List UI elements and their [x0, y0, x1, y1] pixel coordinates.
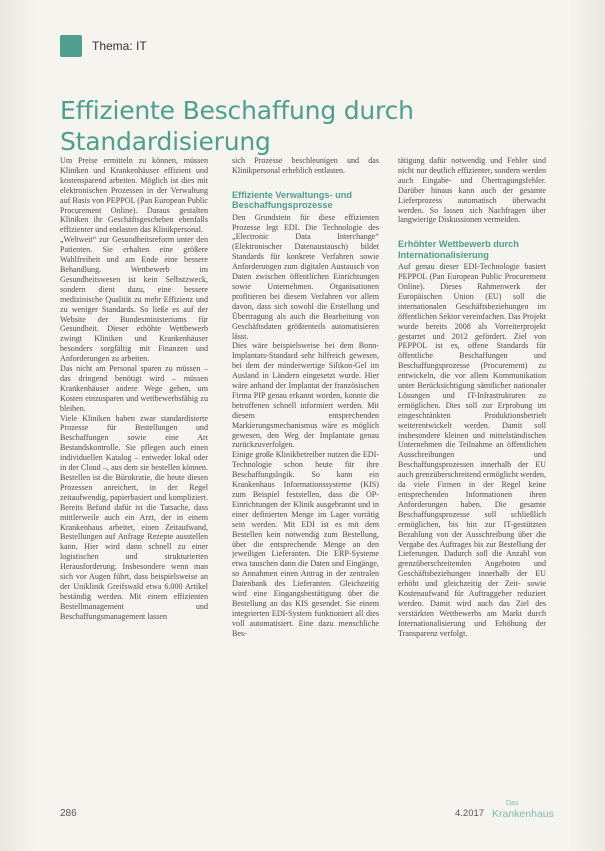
magazine-logo	[492, 800, 552, 824]
section-label: Thema: IT	[92, 39, 147, 53]
paragraph: Viele Kliniken haben zwar standardisierte Prozesse für Bestellungen und Beschaffungen sowie eine Art Bestandskontrolle. Sie pflegen auch einen individuellen Katalog – entweder lokal oder in der Cloud –, aus dem sie bestellen können. Bestellen ist die Bürokratie, die heute diesen Prozessen anreichert, in der Regel zeitaufwendig, papierbasiert und kompliziert. Bereits Befund dafür ist die Tatsache, dass mittlerweile auch ein Arzt, der in einem Krankenhaus arbeitet, einen Zeitaufwand, Bestellungen auf Anfrage Rezepte ausstellen kann. Hier wird dann schnell zu einer logistischen und strukturierten Herausforderung. Insbesondere wenn man sich vor Augen führt, dass beispielsweise an der Uniklinik Greifswald etwa 6.000 Artikel beständig werden. Mit einem effizienten Bestellmanagement und Beschaffungsmanagement lassen	[60, 413, 208, 621]
section-header	[60, 34, 147, 58]
section-marker	[60, 35, 82, 57]
paragraph: tätigung dafür notwendig und Fehler sind nicht nur deutlich effizienter, sondern werden auch Eingabe- und Übertragungsfehler. Darüber hinaus kann auch der gesamte Lieferprozess automatisch überwacht werden. So lassen sich Nachfragen über langwierige Diskussionen vermeiden.	[398, 156, 546, 225]
paragraph: Das nicht am Personal sparen zu müssen – das dringend benötigt wird – müssen Krankenhäuser andere Wege gehen, um Kosten einzusparen und wettbewerbsfähig zu bleiben.	[60, 364, 208, 413]
paragraph: sich Prozesse beschleunigen und das Klinikpersonal erheblich entlasten.	[232, 156, 379, 175]
text-column-1	[60, 156, 208, 801]
logo-name: Krankenhaus	[492, 808, 554, 820]
subheading: Erhöhter Wettbewerb durch Internationalisierung	[398, 239, 519, 260]
paragraph: Dies wäre beispielsweise bei dem Bonn-Implantats-Standard sehr hilfreich gewesen, bei dem der minderwertige Silikon-Gel im Ausland in Ländern eingesetzt wurde. Hier wäre anhand der Implantat der französischen Firma PIP genau erkannt worden, konnte die betroffenen schnell informiert werden. Mit diesem entsprechenden Markierungsmechanismus wäre es möglich gewesen, den Weg der Implantate genau zurückzuverfolgen.	[232, 341, 379, 450]
paragraph: Auf genau dieser EDI-Technologie basiert PEPPOL (Pan European Public Procurement Online). Dieses Rahmenwerk der Europäischen Union (EU) soll die internationalen Geschäftsbeziehungen im öffentlichen Sektor vereinfachen. Das Projekt wurde bereits 2008 als Vorreiterprojekt gestartet und 2012 gefördert. Ziel von PEPPOL ist es, offene Standards für öffentliche Beschaffungen und Beschaffungsprozesse (Procurement) zu entwickeln, die vor allem Kommunikation unter Berücksichtigung sämtlicher nationaler Lösungen und IT-Infrastrukturen zu ermöglichen. Dies soll zur Erprobung im eingeschränkten Produktionsbetrieb weiterentwickelt werden. Damit soll insbesondere kleinen und mittelständischen Unternehmen die Teilnahme an öffentlichen Ausschreibungen und Beschaffungsprozessen innerhalb der EU auch grenzüberschreitend ermöglicht werden, da viele Firmen in der Regel keine entsprechenden Informationen ihren Anforderungen haben. Die gesamte Beschaffungsprozesse soll schließlich ermöglichen, bis hin zur IT-gestützten Bezahlung von der Ausschreibung über die Vergabe des Auftrages bis zur Bestellung der Lieferungen. Dadurch soll die Anzahl von grenzüberschreitenden Angeboten und Geschäftsbeziehungen innerhalb der EU erhöht und gleichzeitig der Zeit- sowie Kostenaufwand für Auftraggeber reduziert werden. Damit wird auch das Ziel des verstärkten Wettbewerbs am Markt durch Internationalisierung und Erhöhung der Transparenz verfolgt.	[398, 262, 546, 638]
paragraph: Um Preise ermitteln zu können, müssen Kliniken und Krankenhäuser effizient und kostensparend arbeiten. Möglich ist dies mit elektronischen Prozessen in der Verwaltung auf Basis von PEPPOL (Pan European Public Procurement Online). Daraus gestalten Kliniken ihr Geschäftsgeschehen ebenfalls effizienter und entlasten das Klinikpersonal.	[60, 156, 208, 235]
paragraph: „Weltweit“ zur Gesundheitsreform unter den Patienten. Sie erhalten eine größere Wahlfreiheit und am Ende eine bessere Behandlung. Wettbewerb im Gesundheitswesen ist kein Selbstzweck, sondern dient dazu, eine bessere medizinische Qualität zu mehr Effizienz und zu weniger Standards. So ließe es auf der Website der Bundesministeriums für Gesundheit. Dieser erhöhte Wettbewerb zwingt Kliniken und Krankenhäuser besonders sorgfältig mit Finanzen und Anforderungen zu arbeiten.	[60, 235, 208, 364]
paragraph: Den Grundstein für diese effizienten Prozesse legt EDI. Die Technologie des „Electronic Data Interchange“ (Elektronischer Datenaustausch) bildet Standards für konkrete Verfahren sowie Anforderungen zum digitalen Austausch von Daten zwischen öffentlichen Einrichtungen sowie Unternehmen. Organisationen profitieren bei diesem Verfahren vor allem davon, dass sich sowohl die Erstellung und Übertragung als auch die Bearbeitung von Geschäftsdaten größtenteils automatisieren lässt.	[232, 212, 379, 341]
text-column-3	[398, 156, 546, 801]
page-number: 286	[60, 808, 77, 819]
article-title: Effiziente Beschaffung durch Standardisierung	[60, 95, 414, 156]
paragraph: Einige große Klinikbetreiber nutzen die EDI-Technologie schon heute für ihre Beschaffungslogik. So kann ein Krankenhaus Informationssysteme (KIS) zum Beispiel feststellen, dass die OP-Einrichtungen der Klinik ausgebrannt und in einer definierten Menge im Lager vorrätig sein werden. Mit EDI ist es mit dem Bestellen kein notwendig zum Bestellung, über die entsprechende Menge an den jeweiligen Lieferanten. Die ERP-Systeme etwa tauschen dann die Daten und Eingänge, so Annahmen einen Antrag in der zentralen Datenbank des Lieferanten. Gleichzeitig wird eine Eingangsbestätigung über die Bestellung an das KIS gesendet. Sie einem integrierten EDI-System funktioniert all dies voll automatisiert. Eine dazu menschliche Bes-	[232, 450, 379, 638]
text-column-2	[232, 156, 379, 801]
issue-number: 4.2017	[455, 808, 485, 819]
subheading: Effiziente Verwaltungs- und Beschaffungsprozesse	[232, 189, 352, 211]
logo-prefix: Das	[506, 800, 519, 807]
